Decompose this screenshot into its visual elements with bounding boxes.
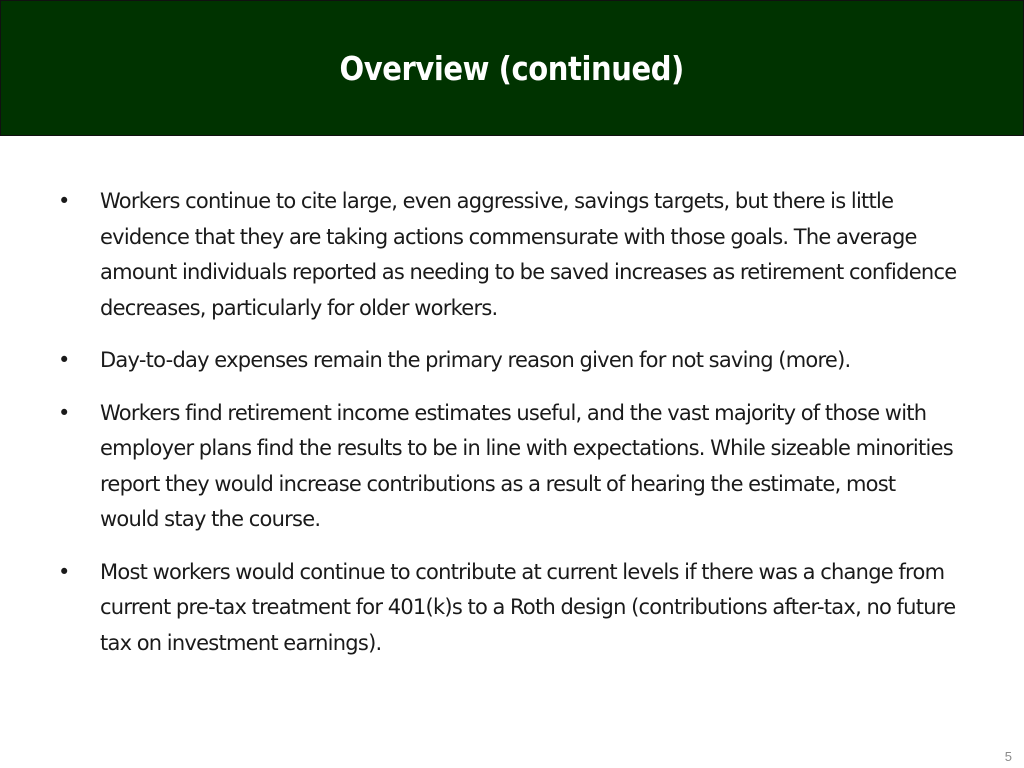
bullet-icon: •: [58, 559, 71, 584]
slide-title: Overview (continued): [339, 48, 685, 88]
page-number: 5: [1004, 749, 1012, 764]
title-bar: [0, 0, 1024, 136]
bullet-text: Most workers would continue to contribute at current levels if there was a change from current pre-tax treatment for 401(k)s to a Roth design (contributions after-tax, no future tax on investment earnings).: [100, 559, 956, 655]
bullet-icon: •: [58, 348, 71, 372]
bullet-icon: •: [58, 189, 71, 213]
bullet-text: Workers continue to cite large, even aggressive, savings targets, but there is little evidence that they are taking actions commensurate with those goals. The average amount individuals reported as needing to be saved increases as retirement confidence decreases, particularly for older workers.: [100, 189, 957, 320]
bullet-text: Day-to-day expenses remain the primary reason given for not saving (more).: [100, 348, 851, 372]
bullet-item: [58, 184, 958, 326]
bullet-text: Workers find retirement income estimates useful, and the vast majority of those with employer plans find the results to be in line with expectations. While sizeable minorities report they would increase contributions as a result of hearing the estimate, most would stay the course.: [100, 400, 953, 531]
bullet-item: [58, 396, 958, 538]
bullet-item: [58, 555, 958, 662]
bullet-list: [58, 184, 958, 678]
bullet-icon: •: [58, 400, 71, 425]
bullet-item: [58, 343, 958, 379]
